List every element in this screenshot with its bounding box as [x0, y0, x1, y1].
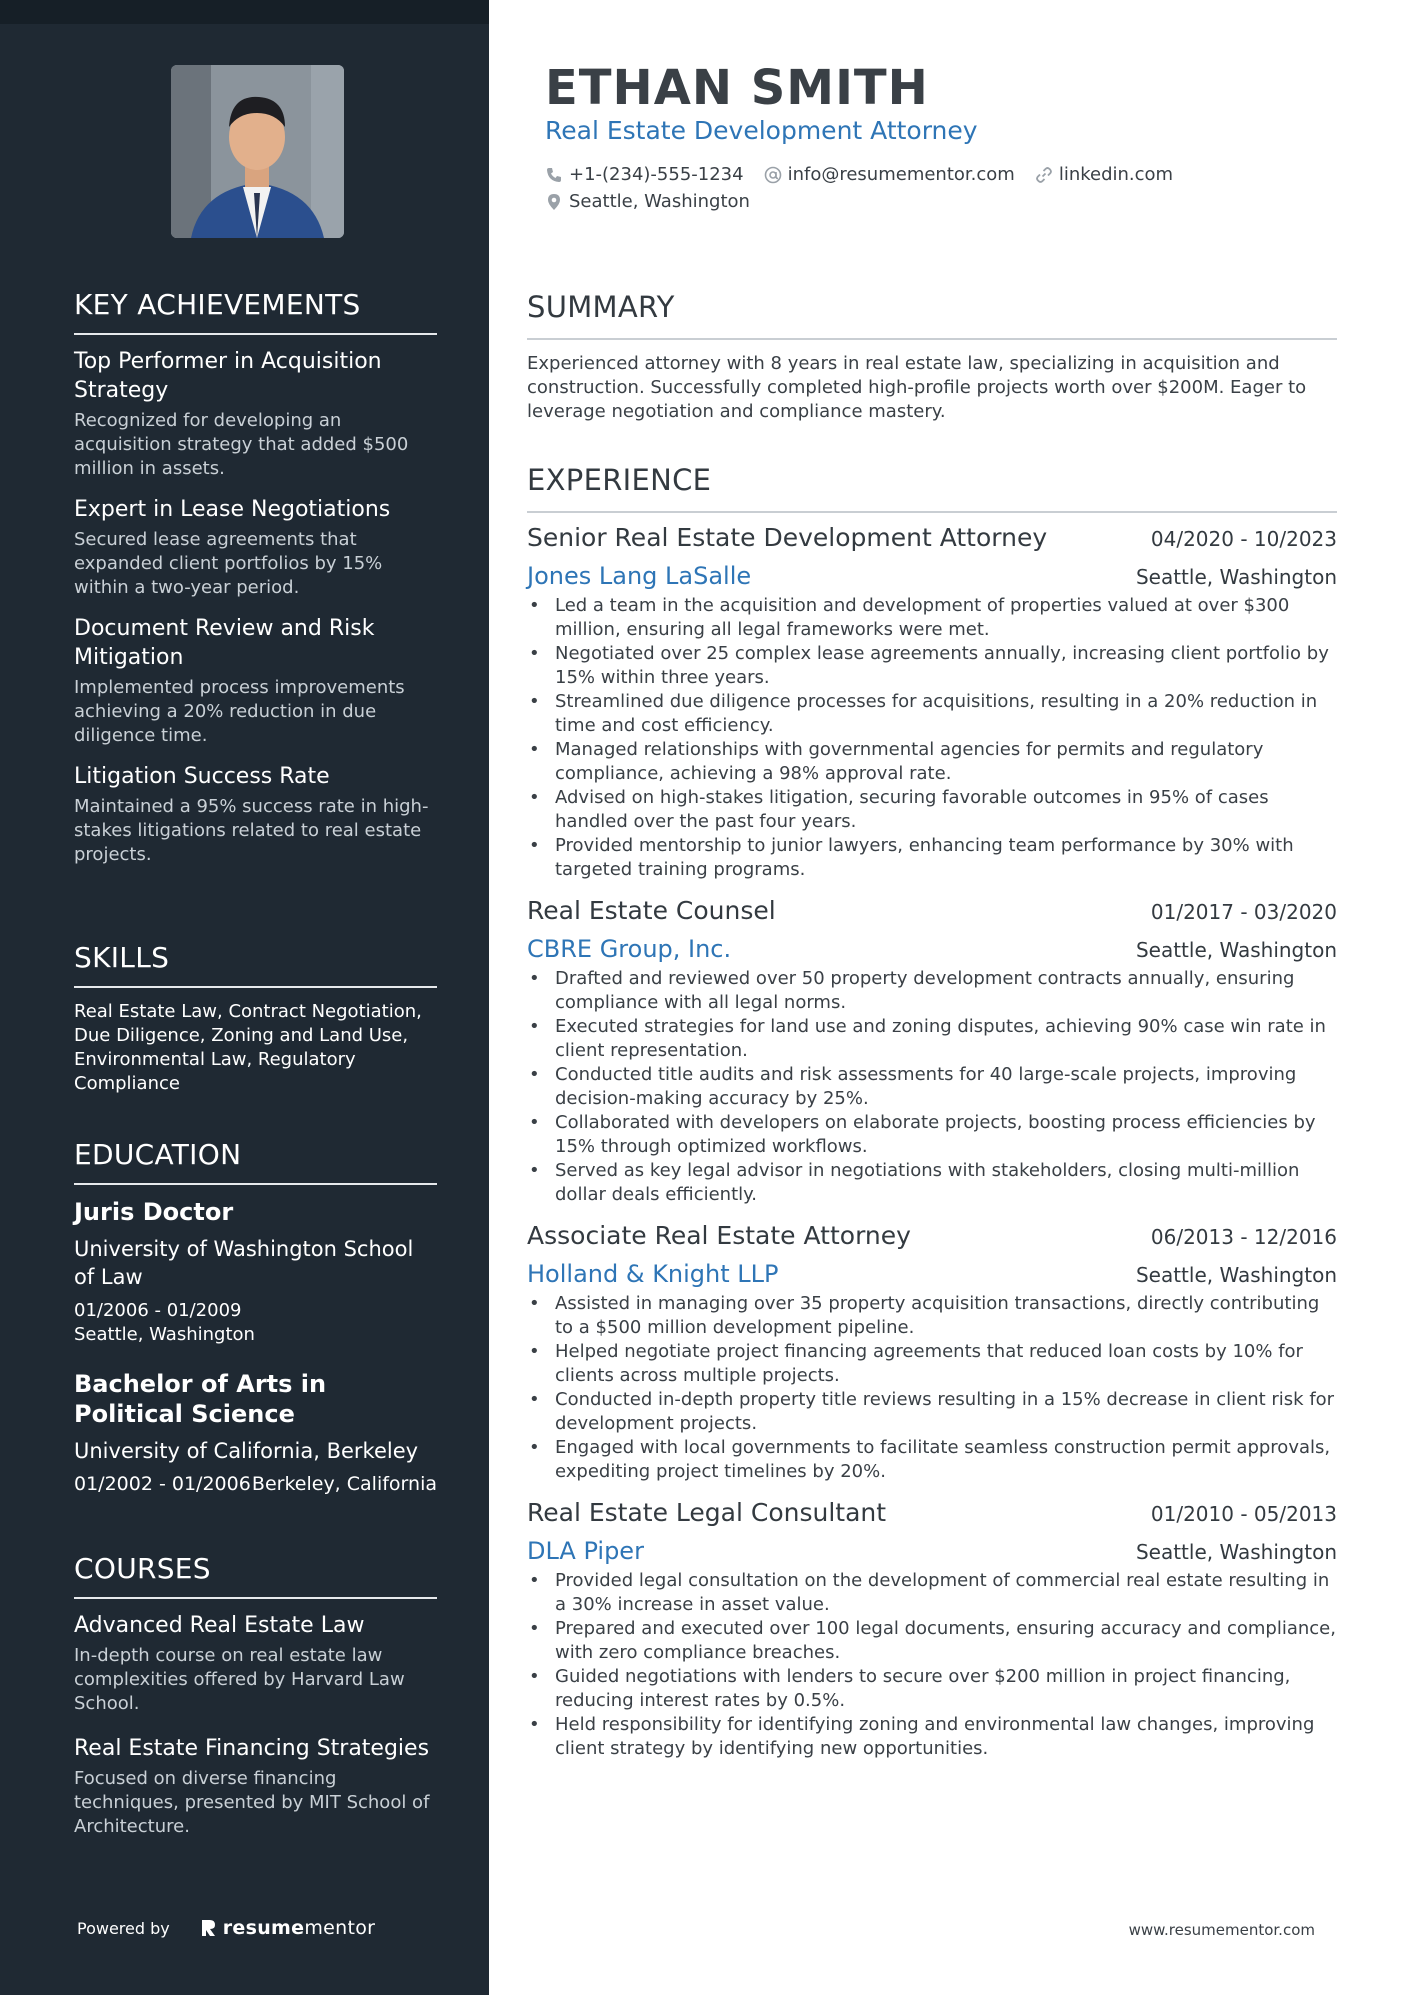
education-degree: Bachelor of Arts in Political Science — [74, 1370, 327, 1428]
course-desc: Focused on diverse financing techniques, presented by MIT School of Architecture. — [74, 1768, 430, 1837]
job-dates: 04/2020 - 10/2023 — [1150, 527, 1337, 551]
job-bullet: • Helped negotiate project financing agreements that reduced loan costs by 10% for clients across multiple projects. — [527, 1340, 1337, 1388]
job-location: Seattle, Washington — [1135, 565, 1337, 589]
candidate-title: Real Estate Development Attorney — [545, 116, 978, 145]
skills-list: Real Estate Law, Contract Negotiation, Due Diligence, Zoning and Land Use, Environmental Law, Regulatory Compliance — [74, 1001, 422, 1094]
achievements-heading: KEY ACHIEVEMENTS — [74, 288, 437, 335]
job-company: Holland & Knight LLP — [527, 1260, 779, 1288]
job-dates: 01/2017 - 03/2020 — [1150, 900, 1337, 924]
powered-by-label: Powered by — [77, 1918, 170, 1938]
brand-name-light: mentor — [304, 1917, 376, 1939]
phone-icon — [545, 166, 563, 184]
summary-heading: SUMMARY — [527, 290, 1337, 340]
job-bullet: • Drafted and reviewed over 50 property development contracts annually, ensuring compliance with all legal norms. — [527, 967, 1337, 1015]
contact-row-location — [545, 191, 770, 212]
achievement-item — [74, 614, 437, 748]
achievement-desc: Secured lease agreements that expanded client portfolios by 15% within a two-year period. — [74, 529, 383, 598]
job-dates: 06/2013 - 12/2016 — [1150, 1225, 1337, 1249]
main-content — [489, 0, 1410, 1995]
brand-name-bold: resume — [222, 1917, 305, 1939]
job-bullets — [527, 967, 1337, 1207]
contact-phone — [545, 164, 744, 185]
achievement-desc: Recognized for developing an acquisition strategy that added $500 million in assets. — [74, 410, 409, 479]
resumementor-logo-icon — [200, 1918, 217, 1938]
job-bullet: • Conducted in-depth property title reviews resulting in a 15% decrease in client risk for development projects. — [527, 1388, 1337, 1436]
course-item — [74, 1611, 437, 1716]
brand-name — [223, 1917, 376, 1939]
powered-by — [77, 1917, 375, 1939]
job-entry — [527, 1221, 1337, 1484]
education-item — [74, 1197, 437, 1347]
job-bullet: • Served as key legal advisor in negotiations with stakeholders, closing multi-million dollar deals efficiently. — [527, 1159, 1337, 1207]
email-text: info@resumementor.com — [787, 164, 1015, 185]
job-entry — [527, 523, 1337, 882]
education-dates: 01/2002 - 01/2006 — [74, 1473, 251, 1495]
job-company: CBRE Group, Inc. — [527, 935, 732, 963]
skills-section — [74, 941, 437, 1096]
job-bullet: • Executed strategies for land use and zoning disputes, achieving 90% case win rate in client representation. — [527, 1015, 1337, 1063]
job-bullets — [527, 1292, 1337, 1484]
achievement-desc: Maintained a 95% success rate in high-stakes litigations related to real estate projects. — [74, 796, 429, 865]
achievement-title: Litigation Success Rate — [74, 764, 330, 789]
education-meta-row — [74, 1473, 437, 1495]
location-pin-icon — [545, 193, 563, 211]
summary-text: Experienced attorney with 8 years in real estate law, specializing in acquisition and construction. Successfully completed high-profile projects worth over $200M. Eager to leverage negotiation and compliance mastery. — [527, 353, 1307, 422]
job-entry — [527, 1498, 1337, 1761]
course-title: Advanced Real Estate Law — [74, 1613, 365, 1638]
achievement-title: Top Performer in Acquisition Strategy — [74, 349, 382, 403]
sidebar-top-strip — [0, 0, 489, 24]
job-location: Seattle, Washington — [1135, 1540, 1337, 1564]
job-bullet: • Held responsibility for identifying zoning and environmental law changes, improving client strategy by identifying new opportunities. — [527, 1713, 1337, 1761]
job-bullets — [527, 594, 1337, 882]
job-location: Seattle, Washington — [1135, 938, 1337, 962]
achievement-title: Document Review and Risk Mitigation — [74, 616, 375, 670]
education-dates: 01/2006 - 01/2009 — [74, 1300, 242, 1321]
job-bullet: • Engaged with local governments to facilitate seamless construction permit approvals, expediting project timelines by 20%. — [527, 1436, 1337, 1484]
contact-location — [545, 191, 750, 212]
course-title: Real Estate Financing Strategies — [74, 1736, 430, 1761]
education-item — [74, 1369, 437, 1495]
job-location: Seattle, Washington — [1135, 1263, 1337, 1287]
link-icon — [1035, 166, 1053, 184]
sidebar — [0, 0, 489, 1995]
experience-heading: EXPERIENCE — [527, 463, 1337, 513]
education-location: Berkeley, California — [251, 1473, 437, 1495]
profile-photo — [171, 65, 344, 238]
achievement-desc: Implemented process improvements achieving a 20% reduction in due diligence time. — [74, 677, 405, 746]
courses-heading: COURSES — [74, 1552, 437, 1599]
job-bullet: • Guided negotiations with lenders to secure over $200 million in project financing, reducing interest rates by 0.5%. — [527, 1665, 1337, 1713]
job-company: Jones Lang LaSalle — [527, 562, 752, 590]
job-bullet: • Conducted title audits and risk assessments for 40 large-scale projects, improving decision-making accuracy by 25%. — [527, 1063, 1337, 1111]
contact-email — [764, 164, 1015, 185]
job-bullet: • Assisted in managing over 35 property acquisition transactions, directly contributing to a $500 million development pipeline. — [527, 1292, 1337, 1340]
job-role: Senior Real Estate Development Attorney — [527, 523, 1048, 552]
footer-url[interactable]: www.resumementor.com — [1128, 1921, 1315, 1939]
course-desc: In-depth course on real estate law complexities offered by Harvard Law School. — [74, 1645, 405, 1714]
job-bullet: • Provided mentorship to junior lawyers, enhancing team performance by 30% with targeted training programs. — [527, 834, 1337, 882]
job-bullet: • Managed relationships with governmental agencies for permits and regulatory compliance, achieving a 98% approval rate. — [527, 738, 1337, 786]
job-role: Associate Real Estate Attorney — [527, 1221, 911, 1250]
education-degree: Juris Doctor — [74, 1198, 234, 1226]
job-entry — [527, 896, 1337, 1207]
location-text: Seattle, Washington — [569, 191, 750, 212]
achievement-item — [74, 762, 437, 867]
education-school: University of Washington School of Law — [74, 1237, 414, 1289]
courses-section — [74, 1552, 437, 1857]
job-company: DLA Piper — [527, 1537, 644, 1565]
job-bullet: • Advised on high-stakes litigation, securing favorable outcomes in 95% of cases handled over the past four years. — [527, 786, 1337, 834]
job-bullet: • Collaborated with developers on elaborate projects, boosting process efficiencies by 15% through optimized workflows. — [527, 1111, 1337, 1159]
job-role: Real Estate Legal Consultant — [527, 1498, 887, 1527]
job-bullet: • Streamlined due diligence processes for acquisitions, resulting in a 20% reduction in time and cost efficiency. — [527, 690, 1337, 738]
course-item — [74, 1734, 437, 1839]
job-dates: 01/2010 - 05/2013 — [1150, 1502, 1337, 1526]
skills-heading: SKILLS — [74, 941, 437, 988]
achievements-section — [74, 288, 437, 881]
job-bullet: • Prepared and executed over 100 legal documents, ensuring accuracy and compliance, with zero compliance breaches. — [527, 1617, 1337, 1665]
experience-section — [527, 463, 1337, 1761]
education-location: Seattle, Washington — [74, 1324, 255, 1345]
job-bullet: • Provided legal consultation on the development of commercial real estate resulting in a 30% increase in asset value. — [527, 1569, 1337, 1617]
summary-section — [527, 290, 1337, 424]
contact-row — [545, 164, 1193, 185]
contact-linkedin — [1035, 164, 1173, 185]
achievement-item — [74, 347, 437, 481]
education-school: University of California, Berkeley — [74, 1439, 419, 1463]
linkedin-text: linkedin.com — [1058, 164, 1174, 185]
job-bullet: • Led a team in the acquisition and development of properties valued at over $300 million, ensuring all legal frameworks were met. — [527, 594, 1337, 642]
candidate-name: ETHAN SMITH — [545, 60, 929, 116]
achievement-title: Expert in Lease Negotiations — [74, 497, 391, 522]
phone-text: +1-(234)-555-1234 — [569, 164, 744, 185]
education-heading: EDUCATION — [74, 1138, 437, 1185]
achievement-item — [74, 495, 437, 600]
job-bullet: • Negotiated over 25 complex lease agreements annually, increasing client portfolio by 15% within three years. — [527, 642, 1337, 690]
at-sign-icon — [764, 166, 782, 184]
education-section — [74, 1138, 437, 1517]
job-role: Real Estate Counsel — [527, 896, 776, 925]
job-bullets — [527, 1569, 1337, 1761]
